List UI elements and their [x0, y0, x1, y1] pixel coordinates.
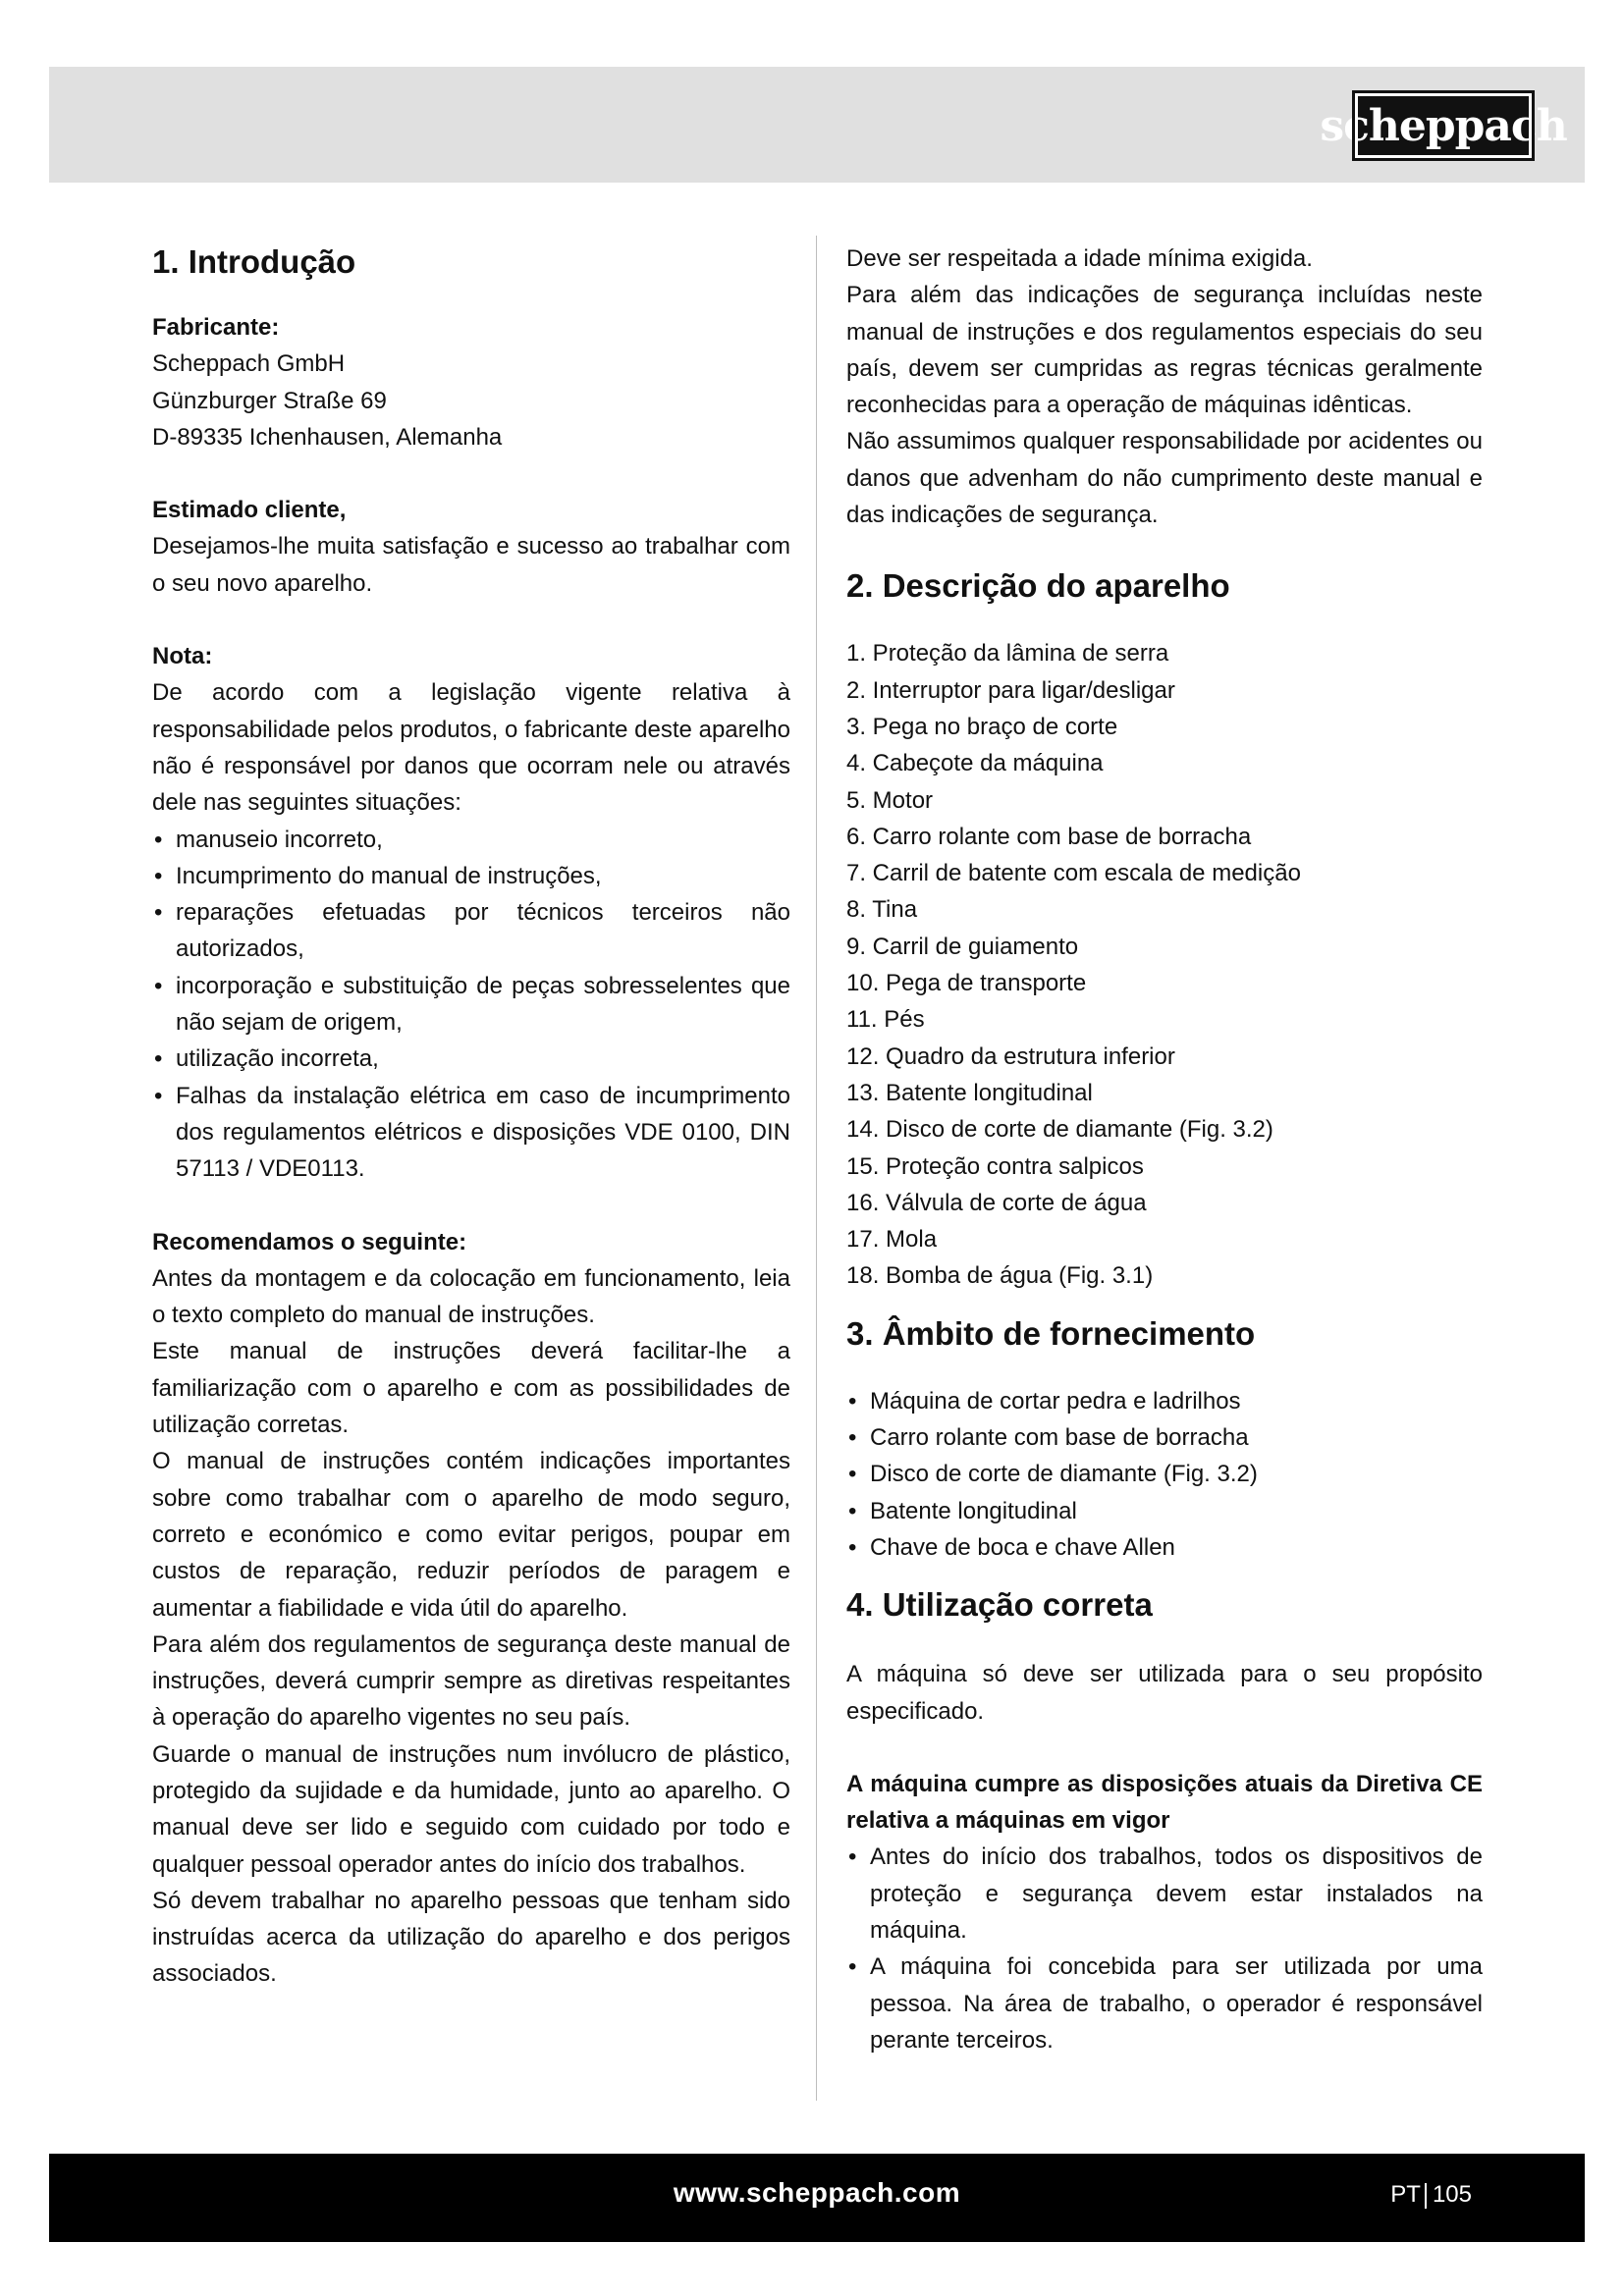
list-item: 2. Interruptor para ligar/desligar — [846, 676, 1175, 704]
column-divider — [816, 236, 817, 2101]
section-title-usage: 4. Utilização correta — [846, 1586, 1153, 1624]
list-item: • reparações efetuadas por técnicos terceiros não autorizados, — [152, 894, 790, 968]
manufacturer-line: D-89335 Ichenhausen, Alemanha — [152, 423, 503, 451]
list-item: 12. Quadro da estrutura inferior — [846, 1042, 1175, 1070]
supply-list — [846, 1383, 1483, 1566]
list-item: 11. Pés — [846, 1006, 925, 1034]
list-item: • incorporação e substituição de peças sobresselentes que não sejam de origem, — [152, 968, 790, 1041]
list-item: • Carro rolante com base de borracha — [846, 1419, 1483, 1456]
right-paragraph: Não assumimos qualquer responsabilidade por acidentes ou danos que advenham do não cumprimento deste manual e das indicações de segurança. — [846, 428, 1483, 529]
description-list — [846, 635, 1483, 1294]
list-item: 10. Pega de transporte — [846, 970, 1087, 997]
recommend-label: Recomendamos o seguinte: — [152, 1228, 467, 1255]
list-item: 4. Cabeçote da máquina — [846, 750, 1104, 777]
language-code: PT — [1390, 2181, 1421, 2208]
list-item: 13. Batente longitudinal — [846, 1079, 1093, 1106]
manufacturer-label: Fabricante: — [152, 314, 280, 341]
note-text: De acordo com a legislação vigente relativa à responsabilidade pelos produtos, o fabricante deste aparelho não é responsável por danos que ocorram nele ou através dele nas seguintes situações: — [152, 679, 790, 817]
logo-text: scheppach — [1320, 100, 1567, 151]
recommend-paragraph: Só devem trabalhar no aparelho pessoas que tenham sido instruídas acerca da utilização do aparelho e dos perigos associados. — [152, 1887, 790, 1988]
list-item: • Máquina de cortar pedra e ladrilhos — [846, 1383, 1483, 1419]
list-item: • Disco de corte de diamante (Fig. 3.2) — [846, 1456, 1483, 1492]
list-item: • Chave de boca e chave Allen — [846, 1529, 1483, 1566]
section-title-introduction: 1. Introdução — [152, 243, 356, 280]
recommend-paragraph: Este manual de instruções deverá facilitar-lhe a familiarização com o aparelho e com as possibilidades de utilização corretas. — [152, 1338, 790, 1439]
recommend-paragraph: Antes da montagem e da colocação em funcionamento, leia o texto completo do manual de instruções. — [152, 1264, 790, 1329]
right-column — [846, 240, 1483, 2058]
list-item: 5. Motor — [846, 786, 934, 814]
list-item: • Falhas da instalação elétrica em caso de incumprimento dos regulamentos elétricos e disposições VDE 0100, DIN 57113 / VDE0113. — [152, 1078, 790, 1188]
list-item: 16. Válvula de corte de água — [846, 1189, 1147, 1216]
footer-bar — [49, 2154, 1585, 2242]
directive-label: A máquina cumpre as disposições atuais da Diretiva CE relativa a máquinas em vigor — [846, 1770, 1483, 1835]
list-item: • manuseio incorreto, — [152, 822, 790, 858]
dear-customer-text: Desejamos-lhe muita satisfação e sucesso ao trabalhar com o seu novo aparelho. — [152, 533, 790, 597]
list-item: • Incumprimento do manual de instruções, — [152, 858, 790, 894]
list-item: 18. Bomba de água (Fig. 3.1) — [846, 1262, 1154, 1290]
list-item: • Batente longitudinal — [846, 1493, 1483, 1529]
right-paragraph: Para além das indicações de segurança incluídas neste manual de instruções e dos regulamentos especiais do seu país, devem ser cumpridas as regras técnicas geralmente reconhecidas para a operação de máquinas idênticas. — [846, 282, 1483, 419]
recommend-paragraph: Guarde o manual de instruções num invólucro de plástico, protegido da sujidade e da humidade, junto ao aparelho. O manual deve ser lido e seguido com cuidado por todo e qualquer pessoal operador antes do início dos trabalhos. — [152, 1740, 790, 1878]
section-title-supply: 3. Âmbito de fornecimento — [846, 1314, 1256, 1352]
page-number: 105 — [1432, 2181, 1472, 2208]
list-item: 8. Tina — [846, 896, 918, 924]
list-item: 9. Carril de guiamento — [846, 933, 1079, 960]
list-item: 6. Carro rolante com base de borracha — [846, 823, 1252, 850]
recommend-paragraph: O manual de instruções contém indicações importantes sobre como trabalhar com o aparelho de modo seguro, correto e económico e como evitar perigos, poupar em custos de reparação, reduzir períodos de paragem e aumentar a fiabilidade e vida útil do aparelho. — [152, 1448, 790, 1622]
directive-list — [846, 1839, 1483, 2058]
page-separator — [1425, 2183, 1427, 2209]
manufacturer-line: Scheppach GmbH — [152, 350, 346, 378]
manufacturer-line: Günzburger Straße 69 — [152, 387, 387, 414]
page-indicator — [1390, 2181, 1472, 2209]
note-label: Nota: — [152, 643, 213, 670]
list-item: 1. Proteção da lâmina de serra — [846, 640, 1169, 667]
note-list — [152, 822, 790, 1188]
list-item: 14. Disco de corte de diamante (Fig. 3.2) — [846, 1116, 1273, 1144]
recommend-paragraph: Para além dos regulamentos de segurança deste manual de instruções, deverá cumprir sempre as diretivas respeitantes à operação do aparelho vigentes no seu país. — [152, 1630, 790, 1732]
usage-text: A máquina só deve ser utilizada para o seu propósito especificado. — [846, 1661, 1483, 1725]
dear-customer-label: Estimado cliente, — [152, 497, 347, 524]
list-item: • Antes do início dos trabalhos, todos os dispositivos de proteção e segurança devem estar instalados na máquina. — [846, 1839, 1483, 1949]
left-column — [152, 240, 790, 1993]
scheppach-logo — [1320, 93, 1567, 158]
section-title-description: 2. Descrição do aparelho — [846, 567, 1230, 605]
list-item: 15. Proteção contra salpicos — [846, 1152, 1144, 1180]
right-paragraph: Deve ser respeitada a idade mínima exigida. — [846, 245, 1313, 272]
list-item: • utilização incorreta, — [152, 1041, 790, 1077]
footer-url: www.scheppach.com — [673, 2177, 961, 2208]
list-item: 17. Mola — [846, 1226, 938, 1254]
list-item: • A máquina foi concebida para ser utilizada por uma pessoa. Na área de trabalho, o operador é responsável perante terceiros. — [846, 1949, 1483, 2058]
list-item: 7. Carril de batente com escala de medição — [846, 860, 1301, 887]
list-item: 3. Pega no braço de corte — [846, 713, 1118, 740]
